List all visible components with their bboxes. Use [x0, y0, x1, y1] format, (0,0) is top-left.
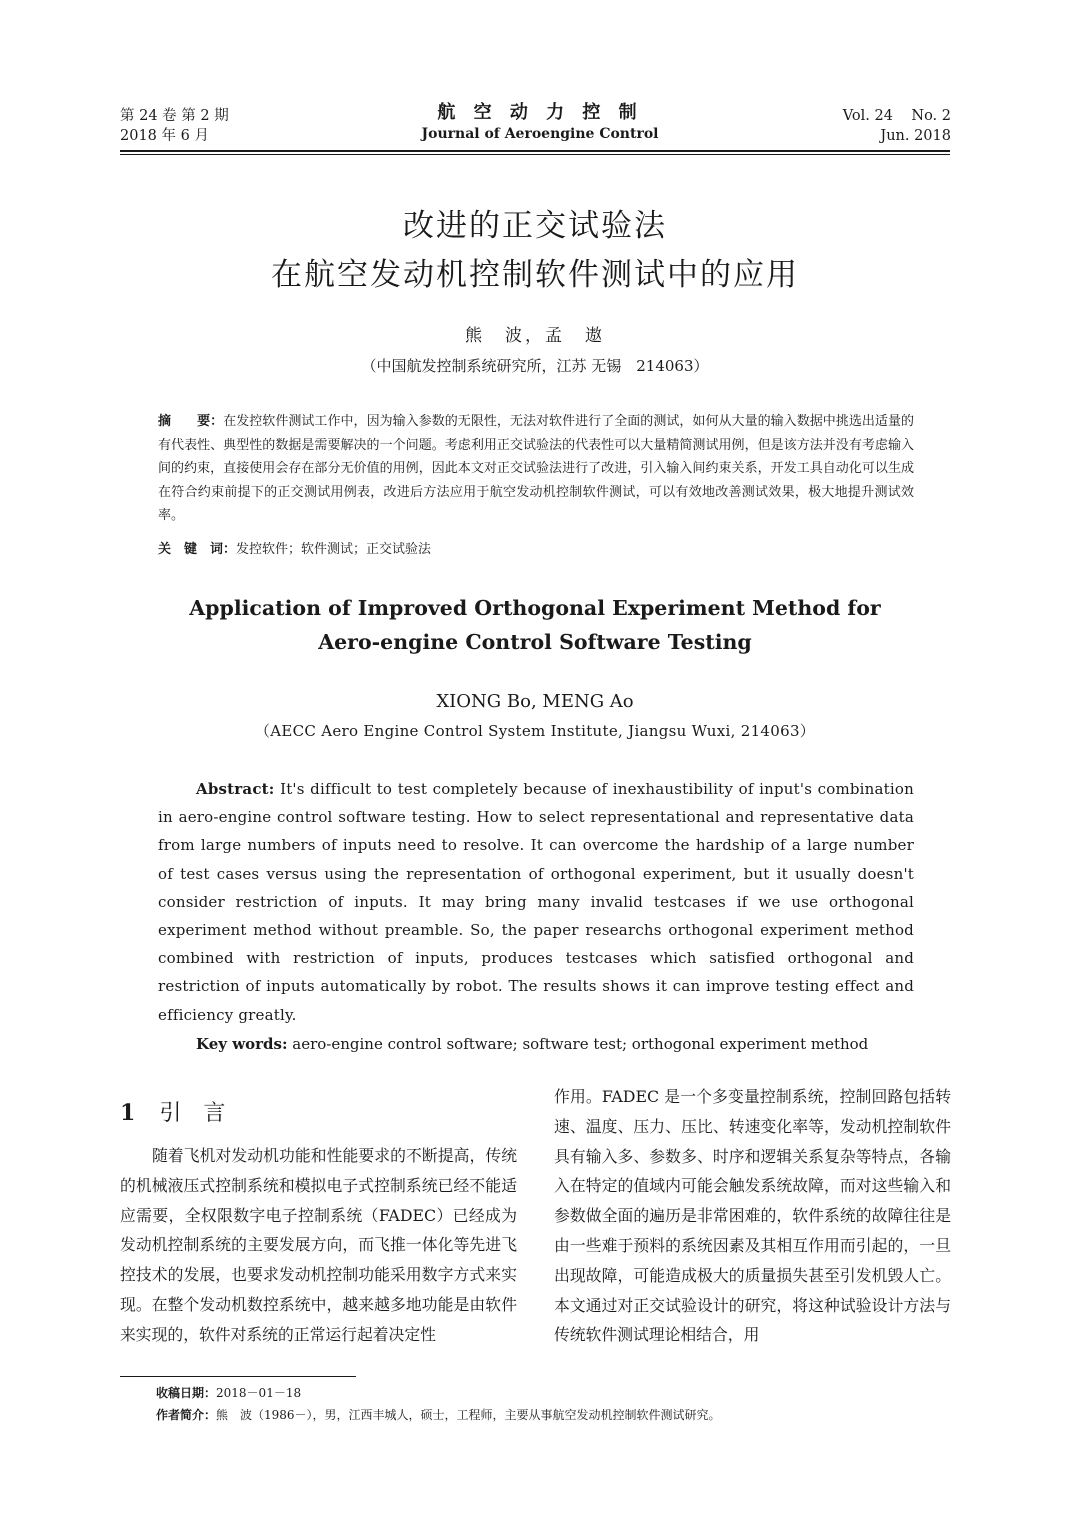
received-value: 2018－01－18 — [216, 1386, 302, 1400]
abstract-cn-text: 在发控软件测试工作中，因为输入参数的无限性，无法对软件进行了全面的测试，如何从大量的输入数据中挑选出适量的有代表性、典型性的数据是需要解决的一个问题。考虑利用正交试验法的代表性可以大量精简测试用例，但是该方法并没有考虑输入间的约束，直接使用会存在部分无价值的用例，因此本文对正交试验法进行了改进，引入输入间约束关系，开发工具自动化可以生成在符合约束前提下的正交测试用例表，改进后方法应用于航空发动机控制软件测试，可以有效地改善测试效果，极大地提升测试效率。 — [158, 414, 914, 523]
keywords-cn-text: 发控软件；软件测试；正交试验法 — [236, 542, 432, 557]
title-en-line1: Application of Improved Orthogonal Experiment Method for — [189, 596, 881, 620]
received-label: 收稿日期： — [156, 1386, 217, 1400]
keywords-en-text: aero-engine control software; software test; orthogonal experiment method — [292, 1035, 869, 1053]
publication-date-en: Jun. 2018 — [880, 128, 951, 144]
footnote-rule — [120, 1376, 356, 1377]
section-title: 引言 — [159, 1101, 248, 1126]
body-column-left: 随着飞机对发动机功能和性能要求的不断提高，传统的机械液压式控制系统和模拟电子式控制系统已经不能适应需要，全权限数字电子控制系统（FADEC）已经成为发动机控制系统的主要发展方向，而飞推一体化等先进飞控技术的发展，也要求发动机控制功能采用数字方式来实现。在整个发动机数控系统中，越来越多地功能是由软件来实现的，软件对系统的正常运行起着决定性 — [120, 1146, 517, 1344]
footnote-author — [156, 1405, 956, 1425]
header-center — [360, 102, 720, 144]
title-en-line2: Aero-engine Control Software Testing — [318, 630, 752, 654]
header-rule-thin — [120, 154, 950, 155]
title-cn-line1: 改进的正交试验法 — [403, 208, 667, 244]
abstract-en — [158, 775, 914, 1029]
affiliation-en: （AECC Aero Engine Control System Institute, Jiangsu Wuxi, 214063） — [254, 722, 816, 740]
keywords-en-label: Key words: — [196, 1035, 288, 1053]
title-cn-line2: 在航空发动机控制软件测试中的应用 — [271, 257, 799, 293]
author-bio-value: 熊 波（1986－），男，江西丰城人，硕士，工程师，主要从事航空发动机控制软件测试研究。 — [216, 1408, 721, 1422]
journal-name-en: Journal of Aeroengine Control — [421, 126, 659, 142]
footnote-received — [156, 1383, 956, 1403]
header-rule-thick — [120, 150, 950, 152]
volume-number-en: Vol. 24 No. 2 — [842, 108, 951, 124]
abstract-en-label: Abstract: — [196, 780, 275, 798]
header-right — [843, 106, 951, 146]
authors-en: XIONG Bo, MENG Ao — [436, 691, 634, 712]
keywords-en — [158, 1030, 914, 1058]
abstract-cn-label: 摘 要： — [158, 414, 224, 429]
section-heading — [120, 1098, 247, 1129]
body-column-right: 作用。FADEC 是一个多变量控制系统，控制回路包括转速、温度、压力、压比、转速变化率等，发动机控制软件具有输入多、参数多、时序和逻辑关系复杂等特点，各输入在特定的值域内可能会触发系统故障，而对这些输入和参数做全面的遍历是非常困难的，软件系统的故障往往是由一些难于预料的系统因素及其相互作用而引起的，一旦出现故障，可能造成极大的质量损失甚至引发机毁人亡。本文通过对正交试验设计的研究，将这种试验设计方法与传统软件测试理论相结合，用 — [554, 1087, 951, 1345]
keywords-cn — [158, 539, 914, 561]
abstract-cn — [158, 410, 914, 528]
affiliation-cn: （中国航发控制系统研究所，江苏 无锡 214063） — [361, 357, 709, 375]
keywords-cn-label: 关 键 词： — [158, 542, 237, 557]
abstract-en-text: It's difficult to test completely because of inexhaustibility of input's combination in aero-engine control software testing. How to select representational and representative data from large numbers of inputs need to resolve. It can overcome the hardship of a large number of test cases versus using the representation of orthogonal experiment, but it usually doesn't consider restriction of inputs. It may bring many invalid testcases if we use orthogonal experiment method without preamble. So, the paper researchs orthogonal experiment method combined with restriction of inputs, produces testcases which satisfied orthogonal and restriction of inputs automatically by robot. The results shows it can improve testing effect and efficiency greatly. — [158, 780, 915, 1024]
journal-name-cn: 航 空 动 力 控 制 — [437, 102, 643, 123]
volume-issue: 第 24 卷 第 2 期 — [120, 108, 229, 124]
publication-date-cn: 2018 年 6 月 — [120, 128, 209, 144]
authors-cn: 熊 波，孟 遨 — [465, 326, 605, 346]
section-number: 1 — [120, 1100, 136, 1126]
header-left — [120, 106, 229, 146]
author-bio-label: 作者简介： — [156, 1408, 217, 1422]
